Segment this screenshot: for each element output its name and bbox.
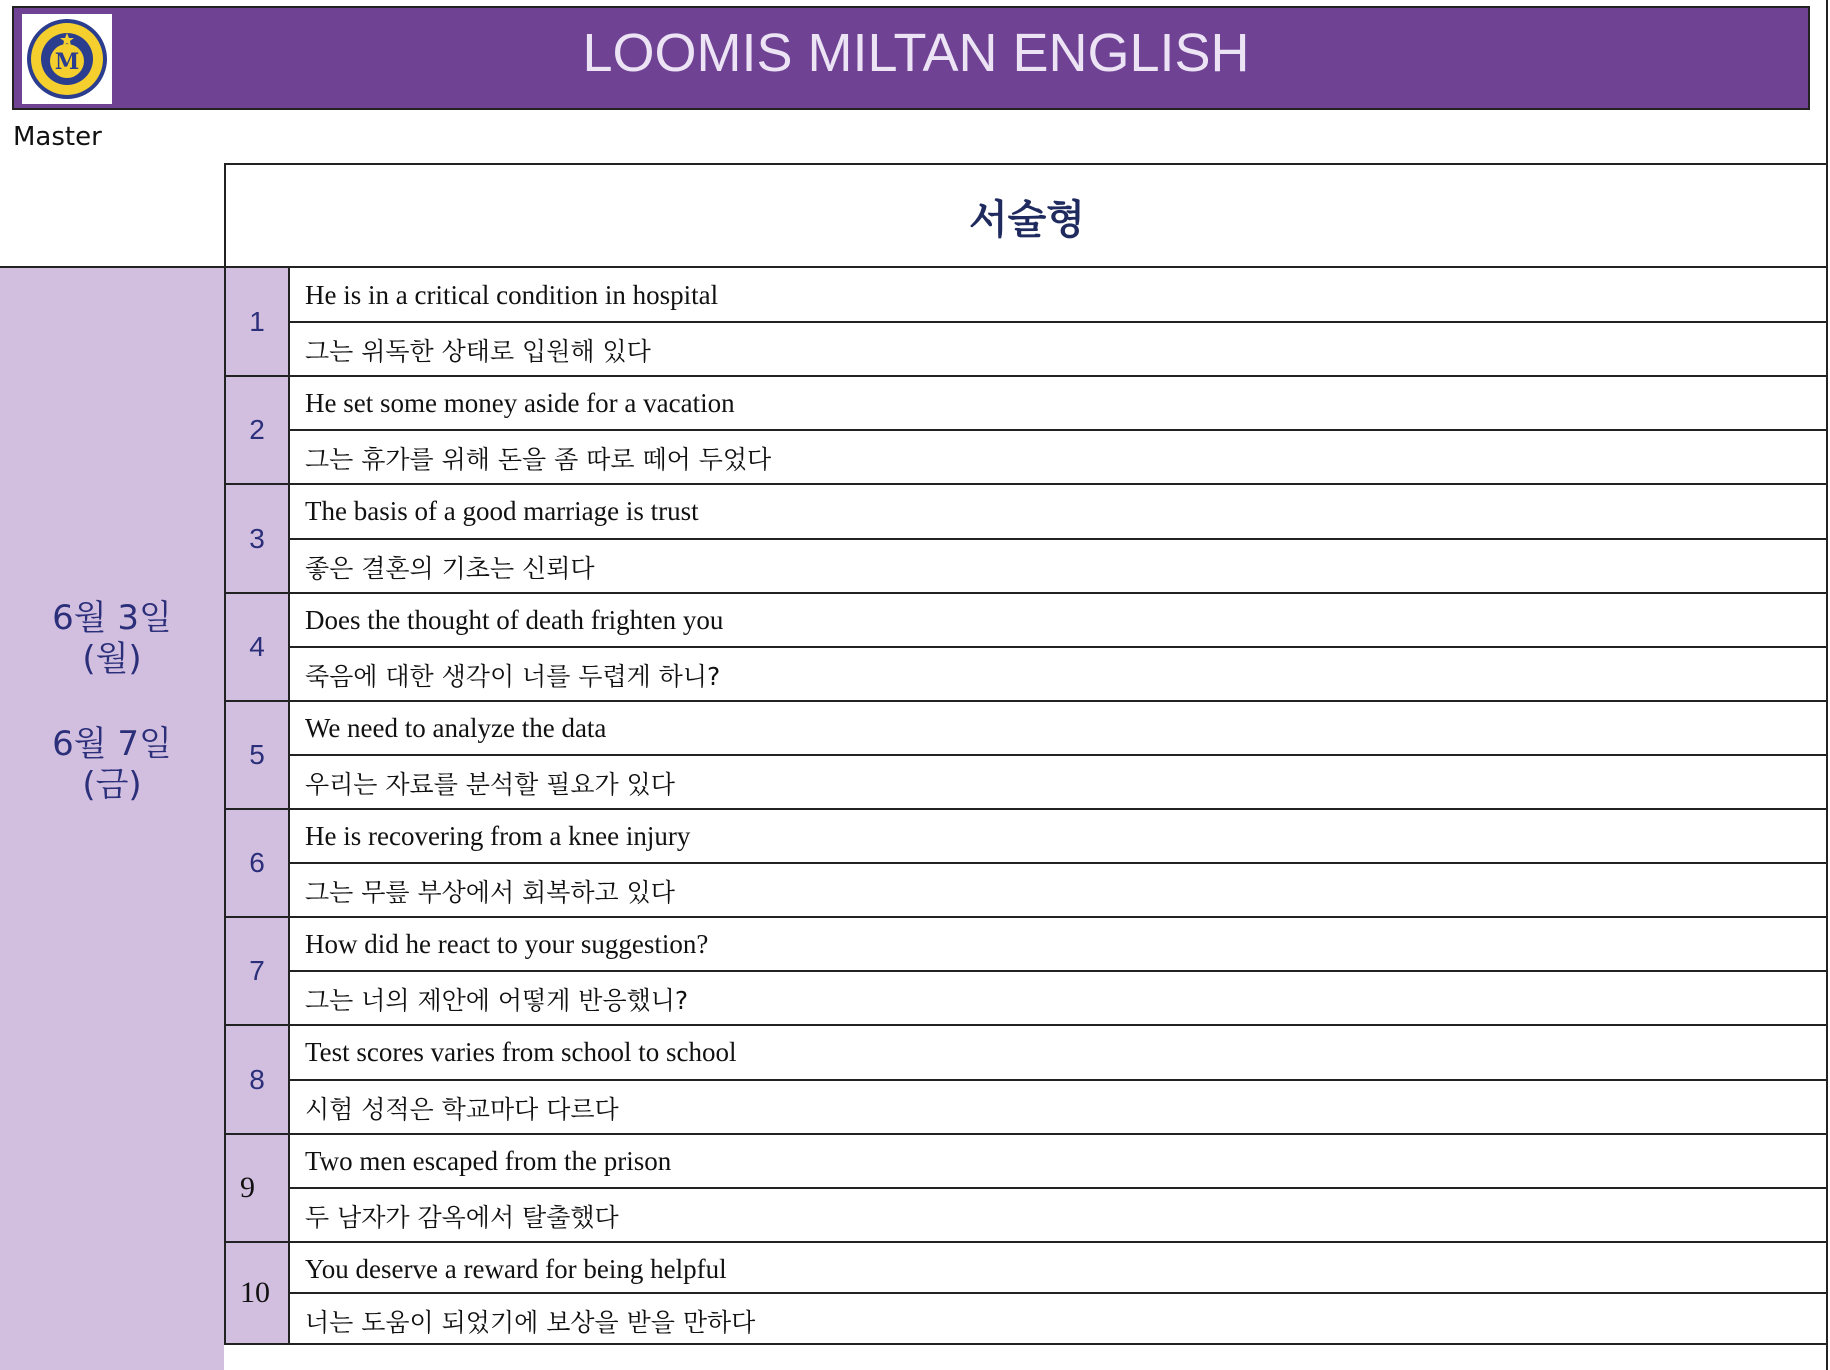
site-title: LOOMIS MILTAN ENGLISH xyxy=(582,23,1250,83)
english-sentence: Does the thought of death frighten you xyxy=(305,605,724,635)
date-block-start xyxy=(0,598,224,680)
korean-translation: 그는 위독한 상태로 입원해 있다 xyxy=(305,337,651,366)
start-day: (월) xyxy=(82,639,142,679)
row-divider xyxy=(224,1024,1828,1026)
korean-translation: 그는 휴가를 위해 돈을 좀 따로 떼어 두었다 xyxy=(305,445,772,474)
korean-translation: 그는 무릎 부상에서 회복하고 있다 xyxy=(305,878,675,907)
english-sentence: He is in a critical condition in hospital xyxy=(305,280,719,310)
row-subdivider xyxy=(290,970,1828,972)
row-number: 9 xyxy=(224,1134,290,1242)
row-subdivider xyxy=(290,646,1828,648)
english-sentence: He is recovering from a knee injury xyxy=(305,821,691,851)
end-date: 6월 7일 xyxy=(52,724,172,764)
row-number: 2 xyxy=(224,376,290,484)
english-sentence: He set some money aside for a vacation xyxy=(305,388,735,418)
row-number: 6 xyxy=(224,809,290,917)
date-column xyxy=(0,268,224,1370)
row-divider xyxy=(224,916,1828,918)
row-divider xyxy=(224,1241,1828,1243)
row-number: 8 xyxy=(224,1025,290,1134)
english-sentence: Two men escaped from the prison xyxy=(305,1146,672,1176)
row-number: 10 xyxy=(224,1242,290,1344)
row-number: 4 xyxy=(224,593,290,701)
english-sentence: How did he react to your suggestion? xyxy=(305,929,709,959)
start-date: 6월 3일 xyxy=(52,598,172,638)
korean-translation: 우리는 자료를 분석할 필요가 있다 xyxy=(305,770,675,799)
svg-text:M: M xyxy=(54,49,80,75)
english-sentence: Test scores varies from school to school xyxy=(305,1037,737,1067)
row-divider xyxy=(224,808,1828,810)
date-block-end xyxy=(0,724,224,806)
table-bottom-rule xyxy=(224,1343,1828,1345)
row-divider xyxy=(224,375,1828,377)
header-banner xyxy=(12,6,1810,110)
section-title: 서술형 xyxy=(969,196,1085,243)
english-sentence: We need to analyze the data xyxy=(305,713,607,743)
row-subdivider xyxy=(290,754,1828,756)
korean-translation: 두 남자가 감옥에서 탈출했다 xyxy=(305,1203,619,1232)
row-subdivider xyxy=(290,321,1828,323)
row-divider xyxy=(224,483,1828,485)
korean-translation: 너는 도움이 되었기에 보상을 받을 만하다 xyxy=(305,1308,756,1337)
row-divider xyxy=(224,700,1828,702)
row-number: 3 xyxy=(224,484,290,593)
row-number: 7 xyxy=(224,917,290,1025)
row-divider xyxy=(224,1133,1828,1135)
row-number: 5 xyxy=(224,701,290,809)
english-sentence: The basis of a good marriage is trust xyxy=(305,496,699,526)
korean-translation: 죽음에 대한 생각이 너를 두렵게 하니? xyxy=(305,662,721,691)
english-sentence: You deserve a reward for being helpful xyxy=(305,1254,727,1284)
end-day: (금) xyxy=(82,765,142,805)
row-subdivider xyxy=(290,429,1828,431)
row-subdivider xyxy=(290,862,1828,864)
row-subdivider xyxy=(290,538,1828,540)
korean-translation: 시험 성적은 학교마다 다르다 xyxy=(305,1095,619,1124)
row-subdivider xyxy=(290,1187,1828,1189)
row-subdivider xyxy=(290,1292,1828,1294)
row-subdivider xyxy=(290,1079,1828,1081)
section-header xyxy=(224,163,1828,267)
row-number: 1 xyxy=(224,268,290,376)
row-divider xyxy=(224,592,1828,594)
korean-translation: 좋은 결혼의 기초는 신뢰다 xyxy=(305,554,595,583)
level-label: Master xyxy=(13,122,102,152)
korean-translation: 그는 너의 제안에 어떻게 반응했니? xyxy=(305,986,689,1015)
